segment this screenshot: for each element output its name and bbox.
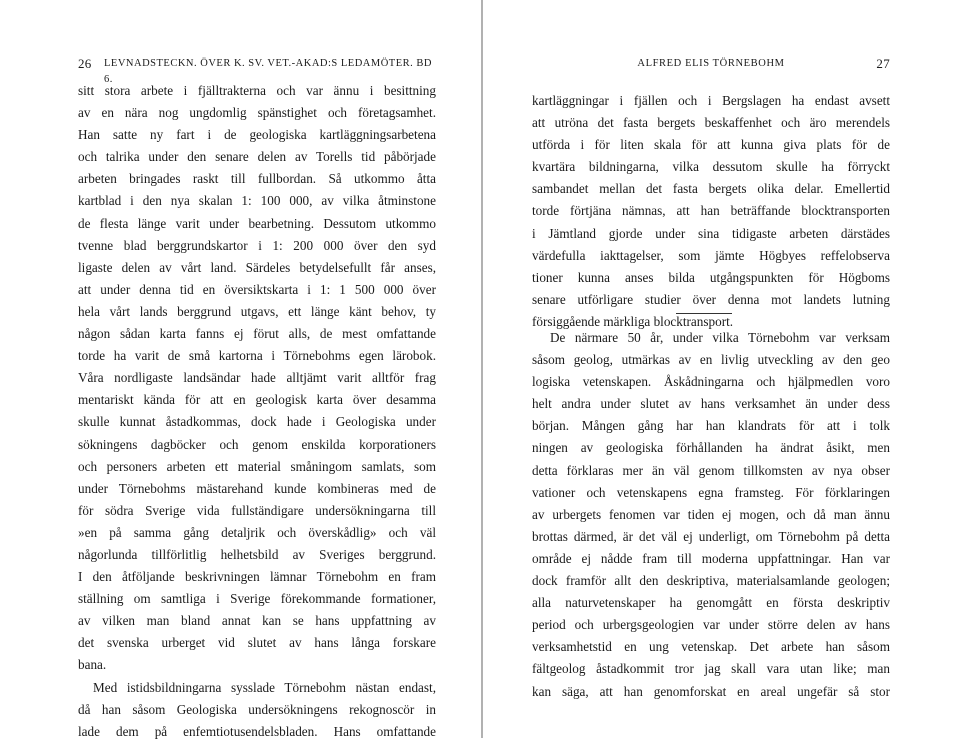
text-line: försiggående märkliga blocktransport. [532, 313, 734, 329]
left-running-head-text: LEVNADSTECKN. ÖVER K. SV. VET.-AKAD:S LEDAMÖTER. BD 6. [104, 58, 432, 85]
text-line: tioner kunna anses bilda utgångspunkten för Högboms [532, 269, 890, 285]
text-line: sambandet mellan det fasta bergets olika delar. Emellertid [532, 181, 890, 197]
text-line: fältgeolog åstadkommit tror jag skall vara utan like; man [532, 661, 890, 677]
text-line: såsom geolog, utmärkas av en livlig utveckling av den geo [532, 352, 890, 368]
text-line: verksamhetstid en ung vetenskap. Det arbete han såsom [532, 639, 890, 655]
section-divider-rule [676, 313, 732, 314]
text-line: helt andra under slutet av hans verksamhet än under dess [532, 396, 890, 412]
text-line: Våra nordligaste landsändar hade alltjämt varit alltför frag [78, 370, 436, 386]
text-line: dock framför allt den deskriptiva, materialsamlande geologen; [532, 573, 890, 589]
text-line: område ej nådde fram till moderna uppfattningar. Han var [532, 550, 890, 566]
text-line: och talrika under den senare delen av Torells tid påbörjade [78, 149, 436, 165]
text-line: utförda i för liten skala för att kunna giva plats för de [532, 137, 890, 153]
right-paragraph-continuation [532, 90, 890, 333]
text-line: detta förklaras mer än väl genom tillkomsten av nya obser [532, 462, 890, 478]
text-line: att utröna det fasta bergets beskaffenhet och äro merendels [532, 115, 890, 131]
text-line: i Jämtland gjorde under sina tidigaste arbeten därstädes [532, 225, 890, 241]
text-line: det svenska urberget vid slutet av hans långa forskare [78, 635, 436, 651]
left-running-head [78, 56, 436, 85]
text-line: ningen av geologiska förhållanden ha ändrat åsikt, men [532, 440, 890, 456]
text-line: värdefulla iakttagelser, som jämte Högbyes reffelobserva [532, 247, 890, 263]
left-page [78, 0, 436, 738]
text-line: vationer och vetenskapens egna framsteg. För förklaringen [532, 484, 890, 500]
text-line: någorlunda tillförlitlig helhetsbild av Sveriges berggrund. [78, 546, 436, 562]
left-body-text [78, 80, 436, 743]
right-running-head [532, 56, 890, 72]
text-line: period och urbergsgeologien var under större delen av hans [532, 617, 890, 633]
right-paragraph-new [532, 327, 890, 703]
text-line: de flesta länge varit under bearbetning. Dessutom utkommo [78, 215, 436, 231]
right-running-head-text: ALFRED ELIS TÖRNEBOHM [637, 58, 785, 69]
text-line: tvenne blad berggrundskartor i 1: 200 000 över den syd [78, 237, 436, 253]
text-line: ligaste delen av vårt land. Särdeles betydelsefullt får anses, [78, 259, 436, 275]
paragraph-first-line: Med istidsbildningarna sysslade Törnebohm nästan endast, [93, 679, 436, 695]
text-line: början. Mången gång har han klandrats för att i tolk [532, 418, 890, 434]
right-page [532, 0, 890, 738]
right-page-number: 27 [876, 56, 890, 71]
text-line: av en nära nog ungdomlig spänstighet och företagsamhet. [78, 105, 436, 121]
text-line: kan säga, att han genomforskat en areal ungefär så stor [532, 683, 890, 699]
text-line: alla naturvetenskaper ha genomgått en första deskriptiv [532, 595, 890, 611]
text-line: lade dem på enfemtiotusendelsbladen. Hans omfattande [78, 723, 436, 739]
text-line: kartläggningar i fjällen och i Bergslagen ha endast avsett [532, 93, 890, 108]
text-line: under Törnebohms mästarehand kunde kombineras med de [78, 480, 436, 496]
text-line: brottas därmed, är det väl ej underligt, om Törnebohm på detta [532, 528, 890, 544]
text-line: »en på samma gång detaljrik och överskådlig» och väl [78, 524, 436, 540]
paragraph-first-line: De närmare 50 år, under vilka Törnebohm var verksam [550, 330, 890, 345]
book-gutter [481, 0, 483, 738]
text-line: ställning om samtliga i Sverige förekommande formationer, [78, 591, 436, 607]
text-line: torde ha varit de små kartorna i Törnebohms egen lärobok. [78, 348, 436, 364]
text-line: då han såsom Geologiska undersökningens rekognoscör in [78, 701, 436, 717]
text-line: hela vårt lands berggrund utgavs, ett länge känt behov, ty [78, 303, 436, 319]
text-line: bana. [78, 657, 107, 673]
text-line: av urbergets fenomen var tiden ej mogen, och då man ännu [532, 506, 890, 522]
text-line: torde förtjäna nämnas, att han beträffande blocktransporten [532, 203, 890, 219]
text-line: sökningens dagböcker och genom enskilda korporationers [78, 436, 436, 452]
text-line: att under denna tid en översiktskarta i 1: 1 500 000 över [78, 281, 436, 297]
text-line: för södra Sverige vida fullständigare undersökningarna till [78, 502, 436, 518]
text-line: kvartära bildningarna, vilka dessutom skulle ha förryckt [532, 159, 890, 175]
text-line: senare utförligare studier över denna mot landets lutning [532, 291, 890, 307]
text-line: och personers arbeten ett material småningom samlats, som [78, 458, 436, 474]
text-line: sitt stora arbete i fjälltrakterna och var ännu i besittning [78, 83, 436, 98]
text-line: någon sådan karta fanns ej förut alls, de mest omfattande [78, 326, 436, 342]
text-line: arbeten bringades raskt till fullbordan. Så utkommo åtta [78, 171, 436, 187]
text-line: kartblad i den nya skalan 1: 100 000, av vilka åtminstone [78, 193, 436, 209]
text-line: logiska vetenskapen. Åskådningarna och hjälpmedlen voro [532, 374, 890, 390]
text-line: av vilken man bland annat kan se hans uppfattning av [78, 613, 436, 629]
text-line: Han satte ny fart i de geologiska kartläggningsarbetena [78, 127, 436, 143]
text-line: mentariskt kända för att en geologisk karta över desamma [78, 392, 436, 408]
text-line: skulle kunnat åstadkommas, dock hade i Geologiska under [78, 414, 436, 430]
text-line: I den åtföljande beskrivningen lämnar Törnebohm en fram [78, 569, 436, 585]
left-page-number: 26 [78, 56, 92, 71]
